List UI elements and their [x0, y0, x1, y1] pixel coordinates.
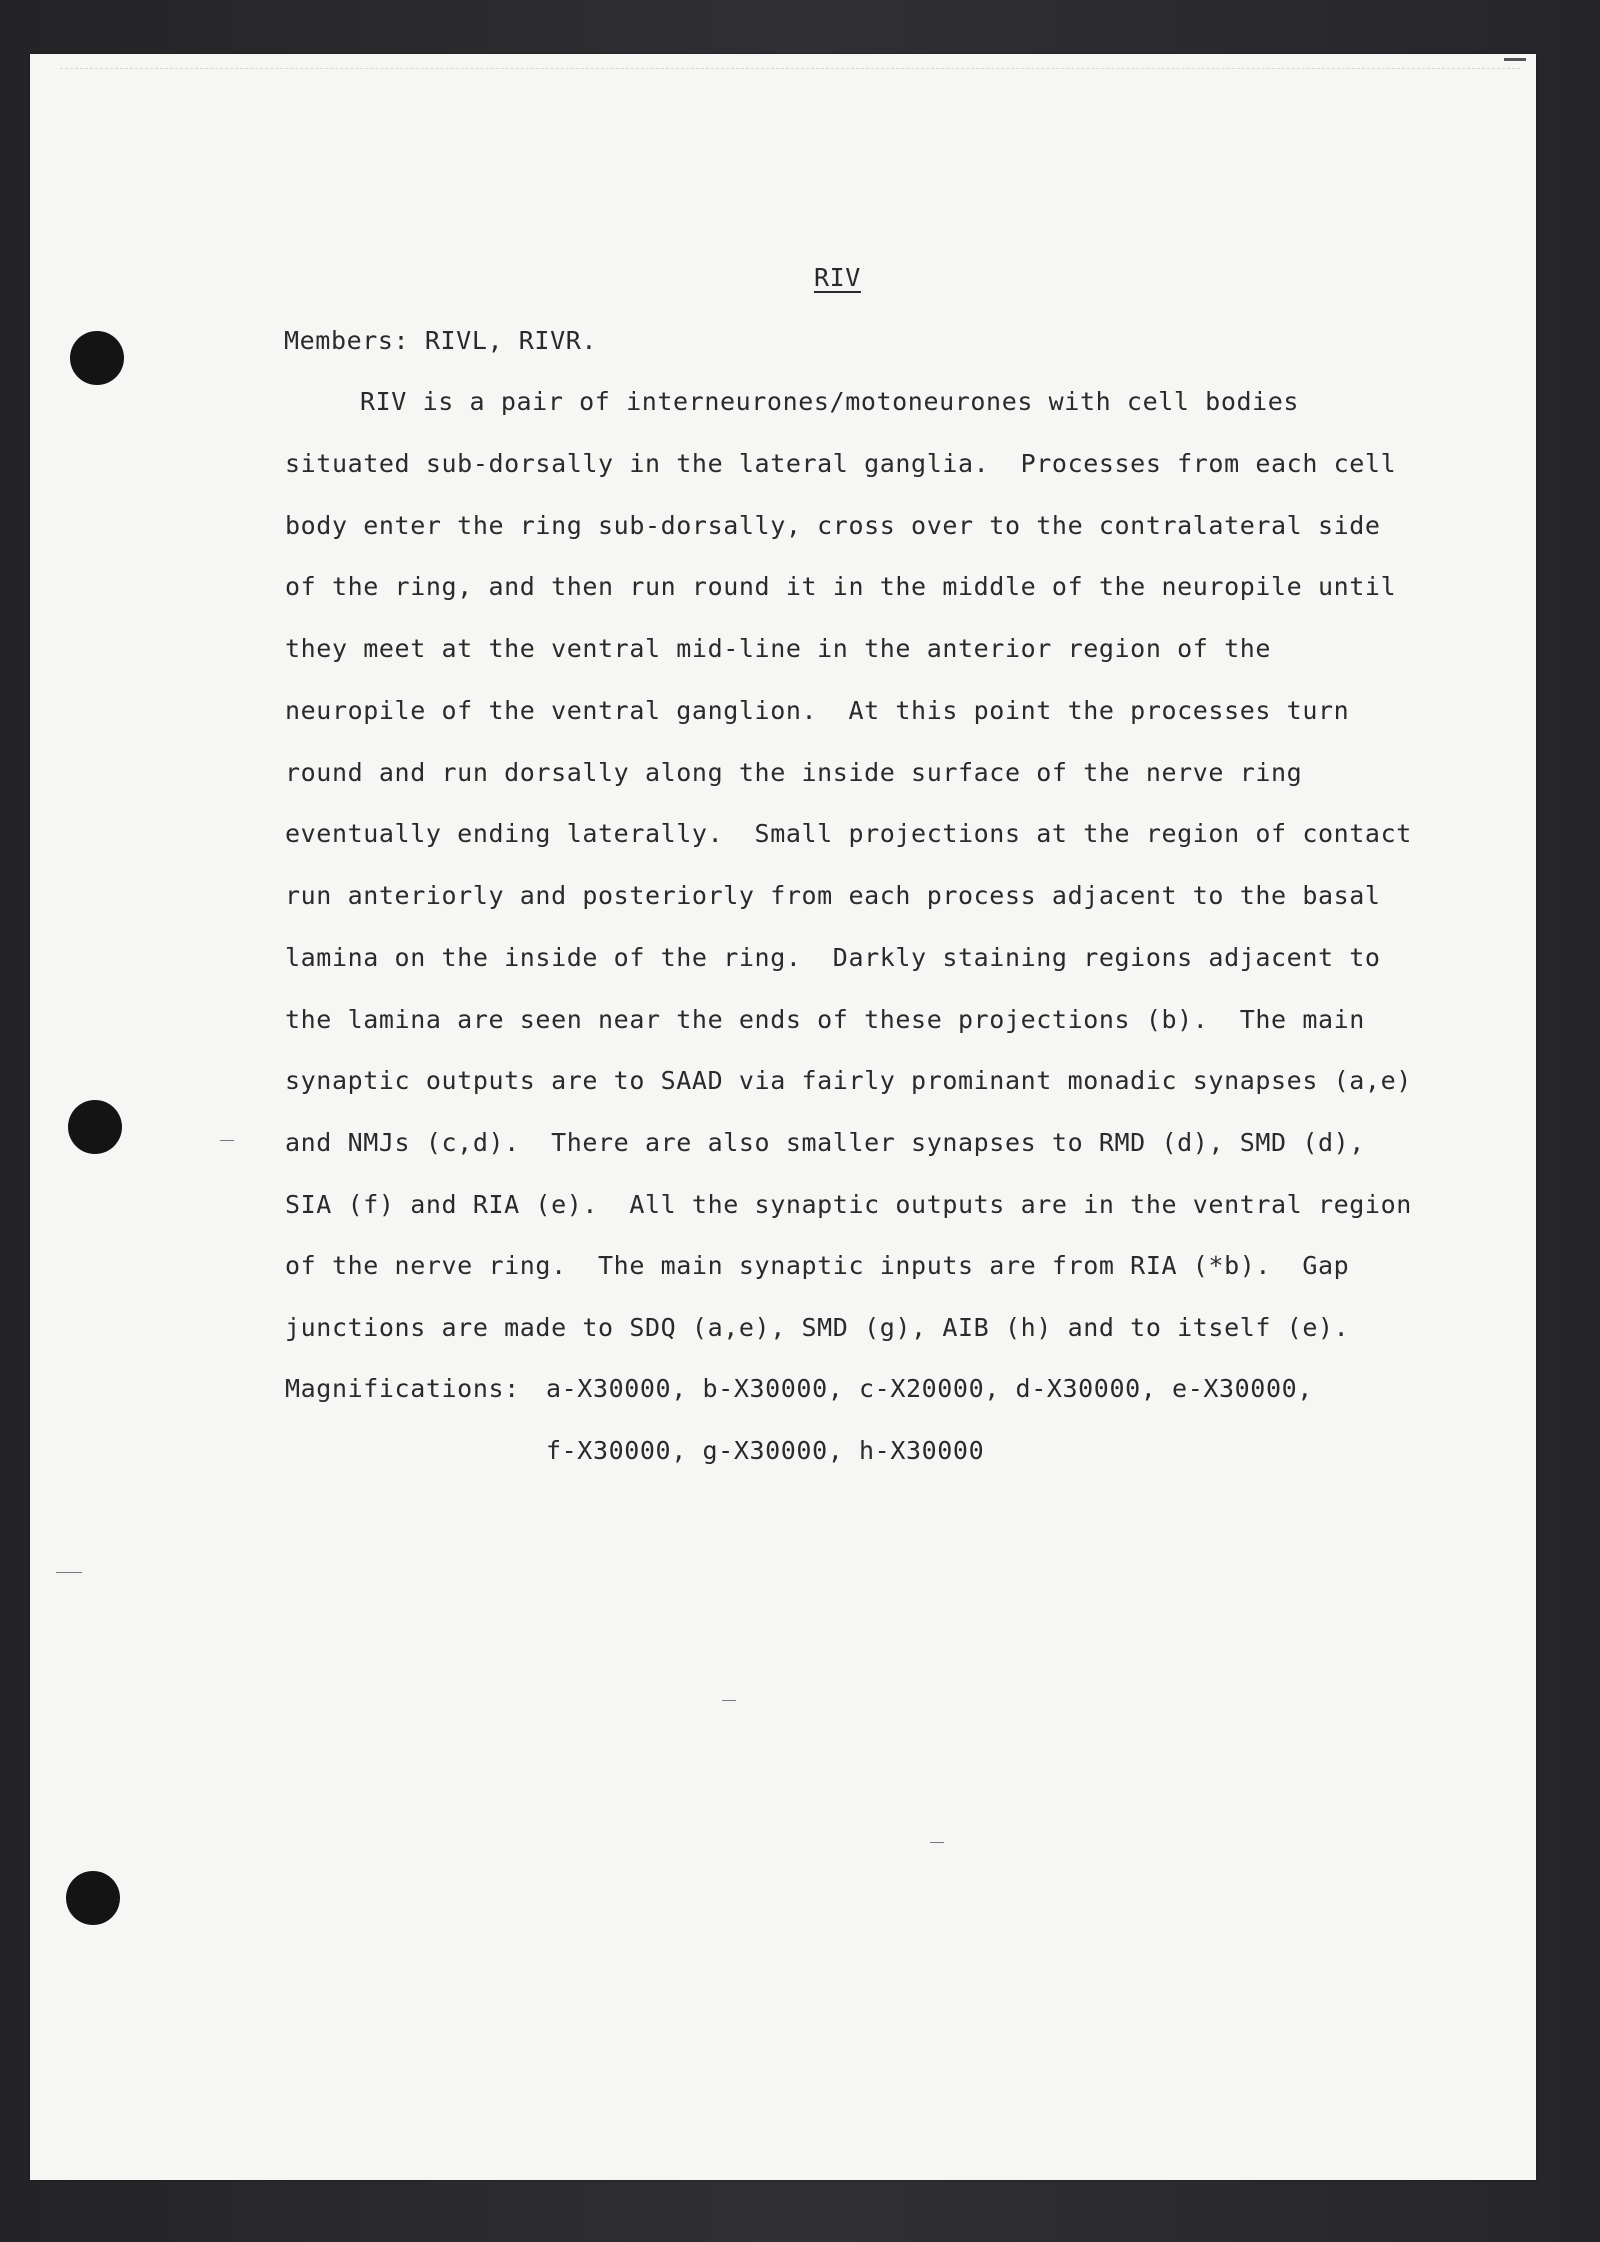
- punch-hole-top: [70, 331, 124, 385]
- punch-hole-middle: [68, 1100, 122, 1154]
- paragraph-line: neuropile of the ventral ganglion. At this point the processes turn: [285, 696, 1350, 725]
- paragraph-line: round and run dorsally along the inside surface of the nerve ring: [285, 758, 1303, 787]
- paragraph-line: lamina on the inside of the ring. Darkly staining regions adjacent to: [285, 943, 1381, 972]
- paragraph-line: run anteriorly and posteriorly from each process adjacent to the basal: [285, 881, 1381, 910]
- paragraph-line: junctions are made to SDQ (a,e), SMD (g), AIB (h) and to itself (e).: [285, 1313, 1350, 1342]
- punch-hole-bottom: [66, 1871, 120, 1925]
- corner-mark: [1504, 58, 1526, 61]
- paragraph-line: they meet at the ventral mid-line in the anterior region of the: [285, 634, 1272, 663]
- magnifications-line: f-X30000, g-X30000, h-X30000: [546, 1436, 985, 1465]
- paper-speck: [722, 1700, 736, 1701]
- magnifications-label: Magnifications:: [285, 1374, 520, 1403]
- paragraph-line: situated sub-dorsally in the lateral ganglia. Processes from each cell: [285, 449, 1397, 478]
- paragraph-line: of the nerve ring. The main synaptic inputs are from RIA (*b). Gap: [285, 1251, 1350, 1280]
- paper-speck: [220, 1140, 234, 1141]
- paragraph-line: body enter the ring sub-dorsally, cross over to the contralateral side: [285, 511, 1381, 540]
- paper-speck: [56, 1572, 82, 1573]
- paragraph-line: eventually ending laterally. Small projections at the region of contact: [285, 819, 1412, 848]
- document-page: [30, 54, 1536, 2180]
- paragraph-line: and NMJs (c,d). There are also smaller synapses to RMD (d), SMD (d),: [285, 1128, 1365, 1157]
- document-title: RIV: [814, 263, 861, 292]
- paragraph-line: RIV is a pair of interneurones/motoneurones with cell bodies: [360, 387, 1300, 416]
- members-line: Members: RIVL, RIVR.: [284, 326, 598, 355]
- paper-speck: [930, 1842, 944, 1843]
- paragraph-line: the lamina are seen near the ends of these projections (b). The main: [285, 1005, 1365, 1034]
- paragraph-line: synaptic outputs are to SAAD via fairly prominant monadic synapses (a,e): [285, 1066, 1412, 1095]
- paragraph-line: of the ring, and then run round it in the middle of the neuropile until: [285, 572, 1397, 601]
- paragraph-line: SIA (f) and RIA (e). All the synaptic outputs are in the ventral region: [285, 1190, 1412, 1219]
- magnifications-line: a-X30000, b-X30000, c-X20000, d-X30000, e-X30000,: [546, 1374, 1313, 1403]
- page-fold-line: [60, 68, 1520, 69]
